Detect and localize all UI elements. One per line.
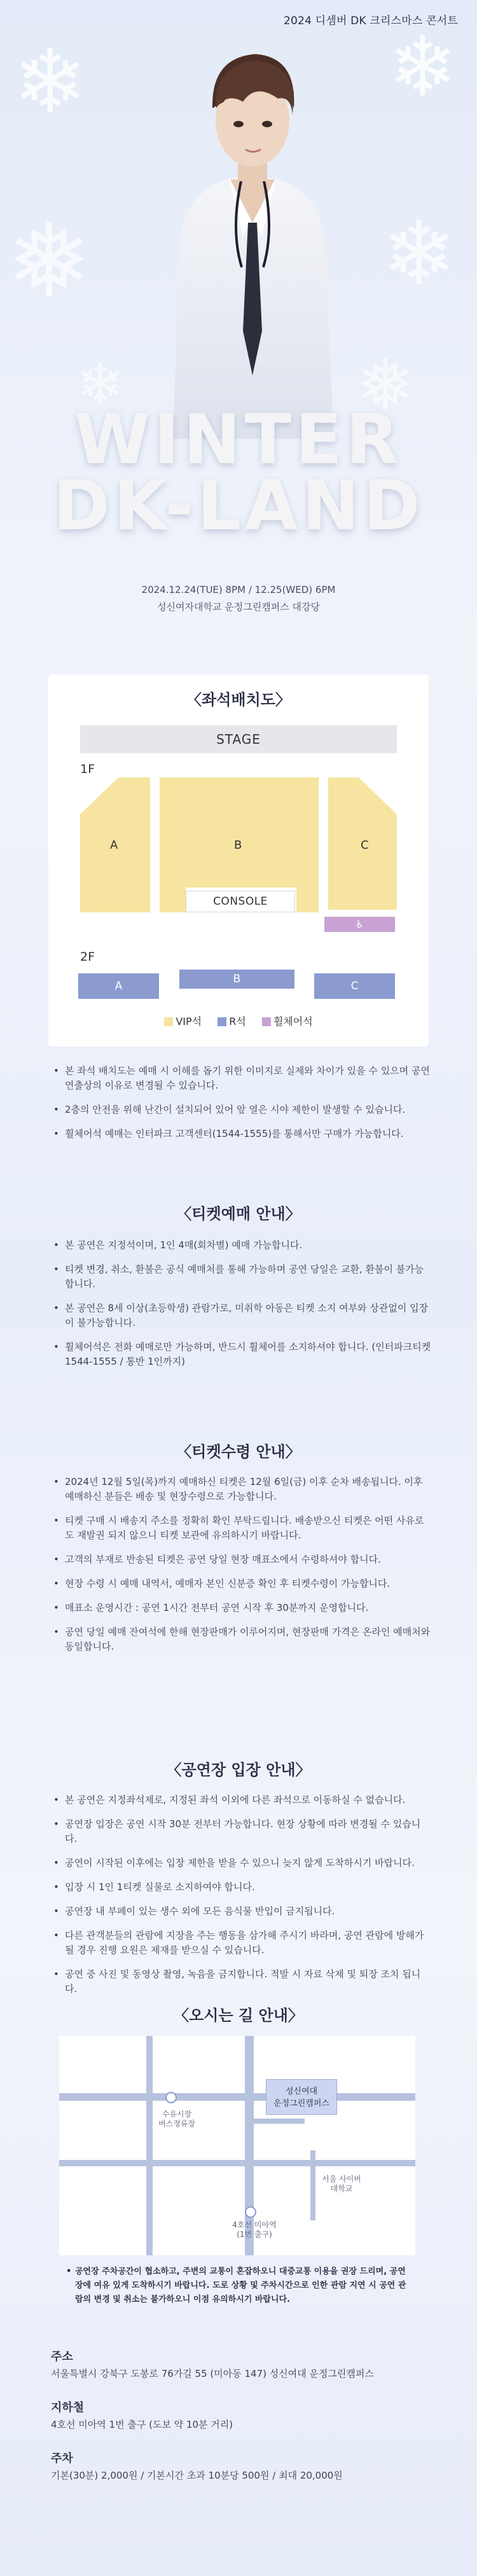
legend-wheelchair-label: 휠체어석: [273, 1015, 313, 1027]
map-road: [59, 2160, 415, 2166]
receiving-title: 〈티켓수령 안내〉: [176, 1443, 301, 1461]
map-label-univ: [313, 2175, 370, 2194]
list-item: • 본 공연은 지정석이며, 1인 4매(회차별) 예매 가능합니다.: [51, 1238, 432, 1253]
entry-notes: [51, 1793, 432, 2006]
list-item: • 2층의 안전을 위해 난간이 설치되어 있어 앞 열은 시야 제한이 발생할 수 있습니다.: [51, 1103, 432, 1117]
map-label-bus: [151, 2110, 202, 2129]
list-item: • 현장 수령 시 예매 내역서, 예매자 본인 신분증 확인 후 티켓수령이 가능합니다.: [51, 1577, 432, 1591]
map-label-subway-text: 4호선 미아역 (1번 출구): [232, 2220, 277, 2239]
address-value: 서울특별시 강북구 도봉로 76가길 55 (미아동 147) 성신여대 운정그린캠퍼스: [51, 2368, 374, 2379]
floor-2-label: 2F: [80, 950, 95, 964]
seat-block-2b: B: [179, 970, 294, 989]
concert-subtitle: 2024 디셈버 DK 크리스마스 콘서트: [284, 15, 458, 27]
list-item: • 2024년 12월 5일(목)까지 예매하신 티켓은 12월 6일(금) 이후 순차 배송됩니다. 이후 예매하신 분들은 배송 및 현장수령으로 가능합니다.: [51, 1475, 432, 1504]
list-item: • 휠체어석은 전화 예매로만 가능하며, 반드시 휠체어를 소지하셔야 합니다. (인터파크티켓 1544-1555 / 통반 1인까지): [51, 1340, 432, 1369]
concert-date: 2024.12.24(TUE) 8PM / 12.25(WED) 6PM: [141, 584, 336, 595]
list-item: • 티켓 구매 시 배송지 주소를 정확히 확인 부탁드립니다. 배송받으신 티켓은 어떤 사유로도 재발권 되지 않으니 티켓 보관에 유의하시기 바랍니다.: [51, 1514, 432, 1543]
ticketing-notes: [51, 1238, 432, 1379]
snowflake-icon: ❄: [388, 18, 457, 115]
map-label-subway: [223, 2220, 286, 2239]
seat-label-1a: A: [110, 839, 118, 852]
map-venue-box: [266, 2079, 337, 2115]
list-item: • 본 좌석 배치도는 예매 시 이해를 돕기 위한 이미지로 실제와 차이가 있을 수 있으며 공연 연출상의 이유로 변경될 수 있습니다.: [51, 1064, 432, 1093]
list-item: • 티켓 변경, 취소, 환불은 공식 예매처를 통해 가능하며 공연 당일은 교환, 환불이 불가능합니다.: [51, 1262, 432, 1291]
snowflake-icon: ❅: [6, 201, 92, 320]
seat-label-1b: B: [234, 839, 242, 852]
list-item: • 공연 중 사진 및 동영상 촬영, 녹음을 금지합니다. 적발 시 자료 삭제 및 퇴장 조치 됩니다.: [51, 1967, 432, 1996]
map-road: [254, 2119, 305, 2124]
seat-block-2c: C: [314, 973, 395, 999]
hero-section: [0, 0, 477, 655]
subway-label: 지하철: [51, 2401, 85, 2414]
legend-vip-label: VIP석: [176, 1015, 202, 1027]
floor-1-label: 1F: [80, 762, 95, 776]
list-item: • 휠체어석 예매는 인터파크 고객센터(1544-1555)를 통해서만 구매가 가능합니다.: [51, 1127, 432, 1141]
map-label-venue: 성신여대 운정그린캠퍼스: [273, 2087, 329, 2108]
legend-r: [218, 1015, 246, 1027]
console-block: CONSOLE: [186, 891, 295, 912]
stage-block: STAGE: [80, 725, 397, 753]
title-line-2: DK-LAND: [53, 466, 424, 546]
list-item: • 매표소 운영시간 : 공연 1시간 전부터 공연 시작 후 30분까지 운영합니다.: [51, 1601, 432, 1615]
map-road: [146, 2036, 153, 2255]
list-item: • 입장 시 1인 1티켓 실물로 소지하여야 합니다.: [51, 1880, 432, 1895]
list-item: • 공연 당일 예매 잔여석에 한해 현장판매가 이루어지며, 현장판매 가격은 온라인 예매처와 동일합니다.: [51, 1625, 432, 1654]
bus-stop-pin-icon: [165, 2092, 177, 2103]
address-label: 주소: [51, 2350, 73, 2364]
legend-vip: [164, 1015, 202, 1027]
seating-title: 〈좌석배치도〉: [186, 691, 291, 709]
seating-notes: [51, 1064, 432, 1151]
directions-title: 〈오시는 길 안내〉: [174, 2007, 303, 2024]
map-label-bus-text: 수유시장 버스정류장: [158, 2110, 195, 2128]
snowflake-icon: ❄: [76, 351, 125, 418]
list-item: • 공연이 시작된 이후에는 입장 제한을 받을 수 있으니 늦지 않게 도착하시기 바랍니다.: [51, 1856, 432, 1870]
parking-label: 주차: [51, 2452, 73, 2465]
parking-value: 기본(30분) 2,000원 / 기본시간 초과 10분당 500원 / 최대 20,000원: [51, 2470, 343, 2481]
list-item: • 본 공연은 8세 이상(초등학생) 관람가로, 미취학 아동은 티켓 소지 여부와 상관없이 입장이 불가능합니다.: [51, 1301, 432, 1330]
map-road: [59, 2093, 415, 2101]
concert-venue: 성신여자대학교 운정그린캠퍼스 대강당: [157, 601, 320, 613]
snowflake-icon: ❄: [13, 31, 88, 134]
seat-block-2a: A: [78, 973, 159, 999]
entry-title: 〈공연장 입장 안내〉: [166, 1761, 311, 1779]
map-label-univ-text: 서울 사이버 대학교: [322, 2175, 361, 2193]
ticketing-title: 〈티켓예매 안내〉: [176, 1205, 301, 1223]
seat-label-1c: C: [361, 839, 369, 852]
list-item: • 공연장 입장은 공연 시작 30분 전부터 가능합니다. 현장 상황에 따라 변경될 수 있습니다.: [51, 1817, 432, 1846]
receiving-notes: [51, 1475, 432, 1664]
concert-title: [0, 400, 477, 546]
list-item: • 공연장 내 부페이 있는 생수 외에 모든 음식물 반입이 금지됩니다.: [51, 1904, 432, 1919]
legend-wheelchair: [262, 1015, 313, 1027]
subway-value: 4호선 미아역 1번 출구 (도보 약 10분 거리): [51, 2419, 233, 2430]
title-line-1: WINTER: [74, 400, 403, 480]
snowflake-icon: ❄: [382, 202, 457, 306]
singer-portrait: [167, 32, 338, 439]
list-item: • 고객의 부재로 반송된 티켓은 공연 당일 현장 매표소에서 수령하셔야 합니다.: [51, 1552, 432, 1567]
legend-r-label: R석: [229, 1015, 246, 1027]
wheelchair-icon: ♿: [324, 917, 395, 932]
seat-legend: [0, 1013, 477, 1028]
list-item: • 다른 관객분들의 관람에 지장을 주는 행동을 삼가해 주시기 바라며, 공연 관람에 방해가 될 경우 진행 요원은 제재를 받으실 수 있습니다.: [51, 1928, 432, 1958]
list-item: • 본 공연은 지정좌석제로, 지정된 좌석 이외에 다른 좌석으로 이동하실 수 없습니다.: [51, 1793, 432, 1807]
directions-note: • 공연장 주차공간이 협소하고, 주변의 교통이 혼잡하오니 대중교통 이용을 권장 드리며, 공연장에 여유 있게 도착하시기 바랍니다. 도로 상황 및 주차시간으로 인한 관람 지연 시 공연 관람의 변경 및 취소는 불가하오니 이점 유의하시기 바랍니다.: [66, 2265, 413, 2307]
subway-pin-icon: [245, 2206, 256, 2218]
snowflake-icon: ❅: [356, 344, 415, 426]
